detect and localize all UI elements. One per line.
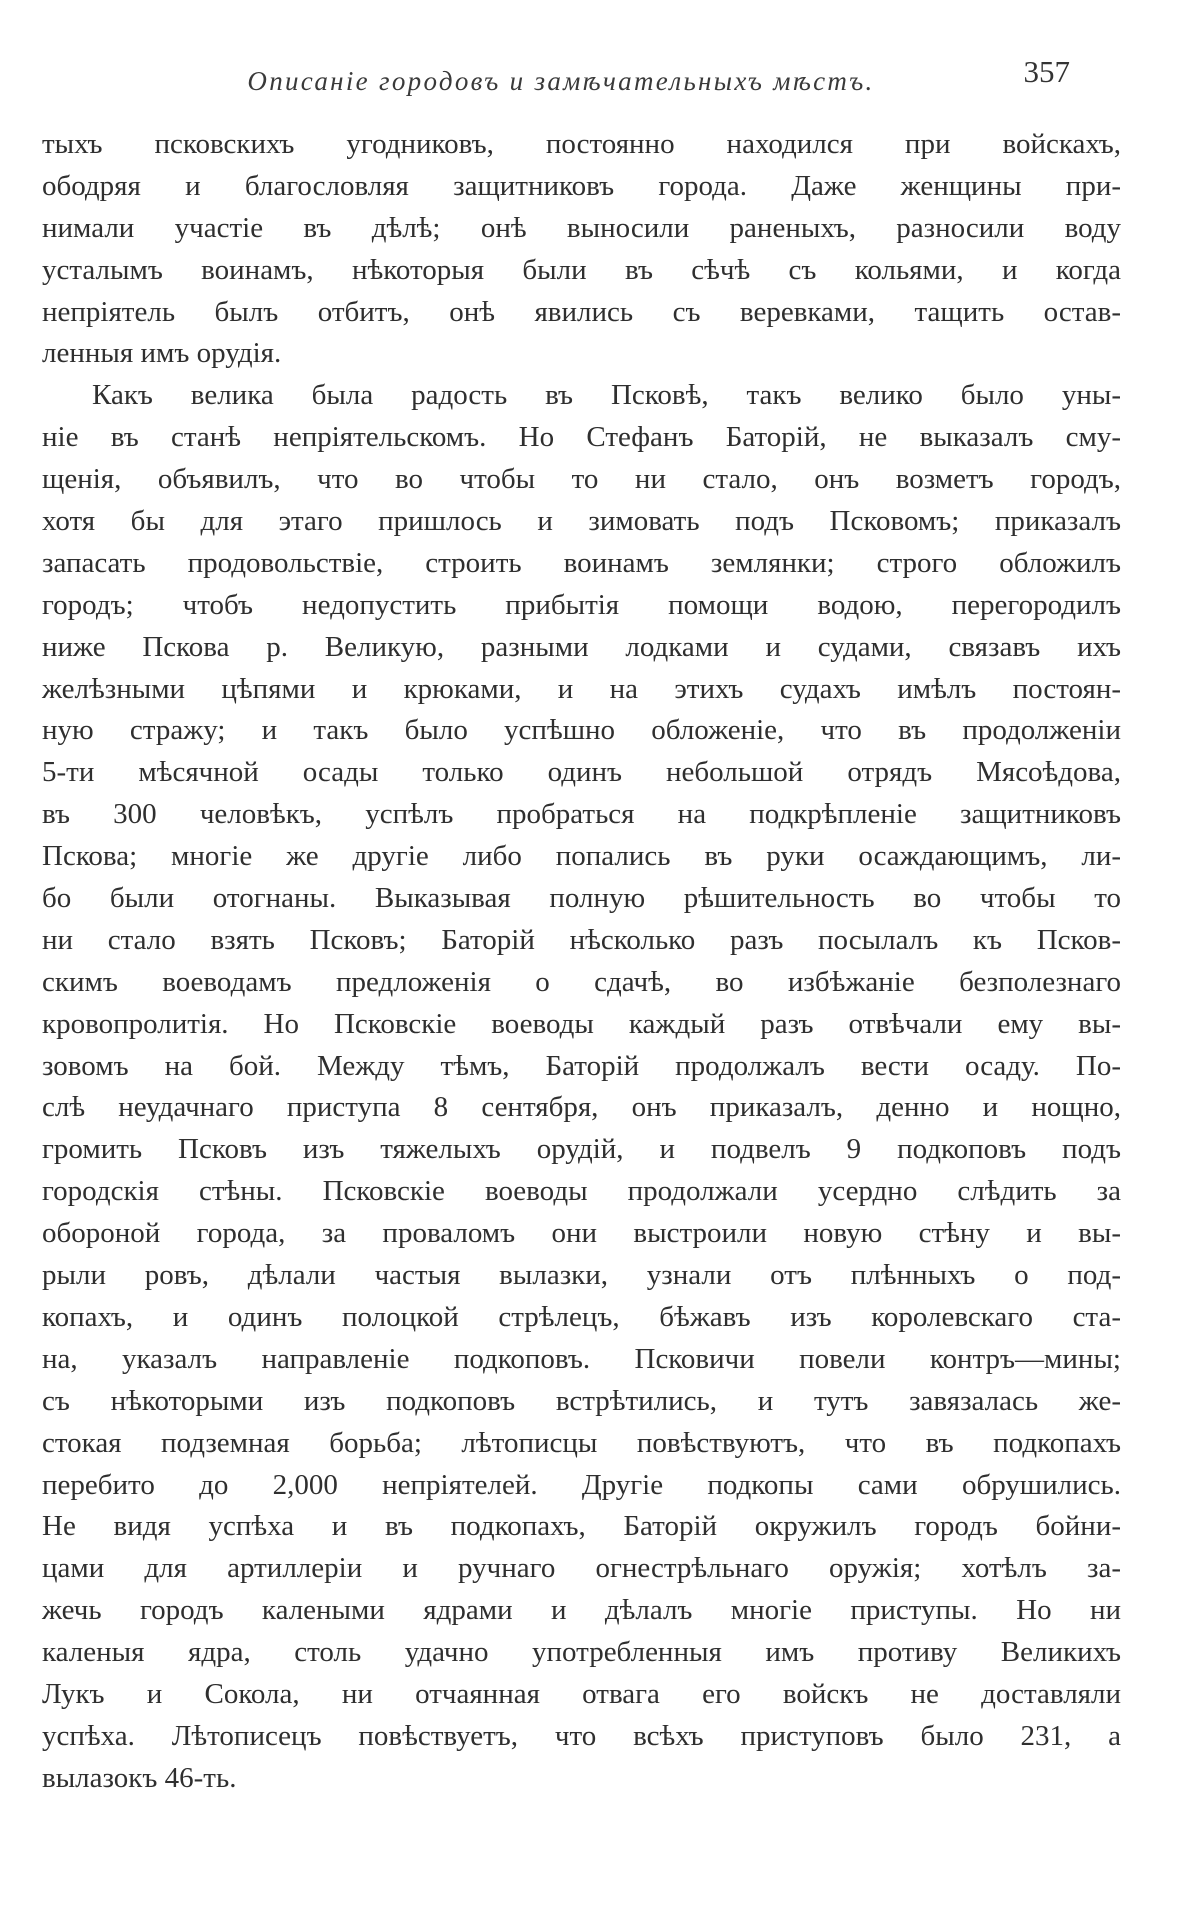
- text-line: стокая подземная борьба; лѣтописцы повѣствуютъ, что въ подкопахъ: [42, 1426, 1121, 1459]
- text-line: щенія, объявилъ, что во чтобы то ни стало, онъ возметъ городъ,: [42, 463, 1121, 496]
- text-line: ободряя и благословляя защитниковъ города. Даже женщины при-: [42, 169, 1121, 202]
- text-line: вылазокъ 46-ть.: [42, 1761, 237, 1794]
- text-line: бо были отогнаны. Выказывая полную рѣшительность во чтобы то: [42, 882, 1121, 915]
- text-line: Не видя успѣха и въ подкопахъ, Баторій окружилъ городъ бойни-: [42, 1510, 1121, 1543]
- text-line: Какъ велика была радость въ Псковѣ, такъ велико было уны-: [92, 379, 1121, 412]
- text-line: ніе въ станѣ непріятельскомъ. Но Стефанъ Баторій, не выказалъ сму-: [42, 421, 1121, 454]
- text-line: Лукъ и Сокола, ни отчаянная отвага его войскъ не доставляли: [42, 1677, 1121, 1710]
- text-line: каленыя ядра, столь удачно употребленныя имъ противу Великихъ: [42, 1636, 1121, 1669]
- page-number: 357: [1023, 54, 1070, 89]
- text-line: цами для артиллеріи и ручнаго огнестрѣльнаго оружія; хотѣлъ за-: [42, 1552, 1121, 1585]
- text-line: желѣзными цѣпями и крюками, и на этихъ судахъ имѣлъ постоян-: [42, 672, 1121, 705]
- text-line: городскія стѣны. Псковскіе воеводы продолжали усердно слѣдить за: [42, 1175, 1121, 1208]
- text-line: на, указалъ направленіе подкоповъ. Псковичи повели контръ—мины;: [42, 1342, 1121, 1375]
- text-line: копахъ, и одинъ полоцкой стрѣлецъ, бѣжавъ изъ королевскаго ста-: [42, 1300, 1121, 1333]
- text-line: слѣ неудачнаго приступа 8 сентября, онъ приказалъ, денно и нощно,: [42, 1091, 1121, 1124]
- text-line: непріятель былъ отбитъ, онѣ явились съ веревками, тащить остав-: [42, 295, 1121, 328]
- text-line: нимали участіе въ дѣлѣ; онѣ выносили раненыхъ, разносили воду: [42, 211, 1121, 244]
- text-line: усталымъ воинамъ, нѣкоторыя были въ сѣчѣ съ кольями, и когда: [42, 253, 1121, 286]
- text-line: перебито до 2,000 непріятелей. Другіе подкопы сами обрушились.: [42, 1468, 1121, 1501]
- text-line: успѣха. Лѣтописецъ повѣствуетъ, что всѣхъ приступовъ было 231, а: [42, 1719, 1121, 1752]
- text-line: съ нѣкоторыми изъ подкоповъ встрѣтились, и тутъ завязалась же-: [42, 1384, 1121, 1417]
- running-head: [46, 54, 1076, 104]
- running-title: Описаніе городовъ и замѣчательныхъ мѣстъ.: [247, 66, 875, 96]
- text-line: кровопролитія. Но Псковскіе воеводы каждый разъ отвѣчали ему вы-: [42, 1007, 1121, 1040]
- text-line: тыхъ псковскихъ угодниковъ, постоянно находился при войскахъ,: [42, 128, 1121, 160]
- text-line: ниже Пскова р. Великую, разными лодками и судами, связавъ ихъ: [42, 630, 1121, 663]
- body-text: [42, 124, 1121, 1800]
- text-line: Пскова; многіе же другіе либо попались въ руки осаждающимъ, ли-: [42, 840, 1121, 873]
- text-line: запасать продовольствіе, строить воинамъ землянки; строго обложилъ: [42, 546, 1121, 579]
- text-line: громить Псковъ изъ тяжелыхъ орудій, и подвелъ 9 подкоповъ подъ: [42, 1133, 1121, 1166]
- text-line: ную стражу; и такъ было успѣшно обложеніе, что въ продолженіи: [42, 714, 1121, 747]
- text-line: зовомъ на бой. Между тѣмъ, Баторій продолжалъ вести осаду. По-: [42, 1049, 1121, 1082]
- text-line: въ 300 человѣкъ, успѣлъ пробраться на подкрѣпленіе защитниковъ: [42, 798, 1121, 831]
- text-line: скимъ воеводамъ предложенія о сдачѣ, во избѣжаніе безполезнаго: [42, 965, 1121, 998]
- text-line: обороной города, за проваломъ они выстроили новую стѣну и вы-: [42, 1217, 1121, 1250]
- text-line: ни стало взять Псковъ; Баторій нѣсколько разъ посылалъ къ Псков-: [42, 923, 1121, 956]
- text-line: рыли ровъ, дѣлали частыя вылазки, узнали отъ плѣнныхъ о под-: [42, 1259, 1121, 1292]
- text-line: жечь городъ калеными ядрами и дѣлалъ многіе приступы. Но ни: [42, 1594, 1121, 1627]
- text-line: хотя бы для этаго пришлось и зимовать подъ Псковомъ; приказалъ: [42, 505, 1121, 538]
- text-line: городъ; чтобъ недопустить прибытія помощи водою, перегородилъ: [42, 588, 1121, 621]
- text-line: 5-ти мѣсячной осады только одинъ небольшой отрядъ Мясоѣдова,: [42, 756, 1121, 789]
- text-line: ленныя имъ орудія.: [42, 337, 282, 370]
